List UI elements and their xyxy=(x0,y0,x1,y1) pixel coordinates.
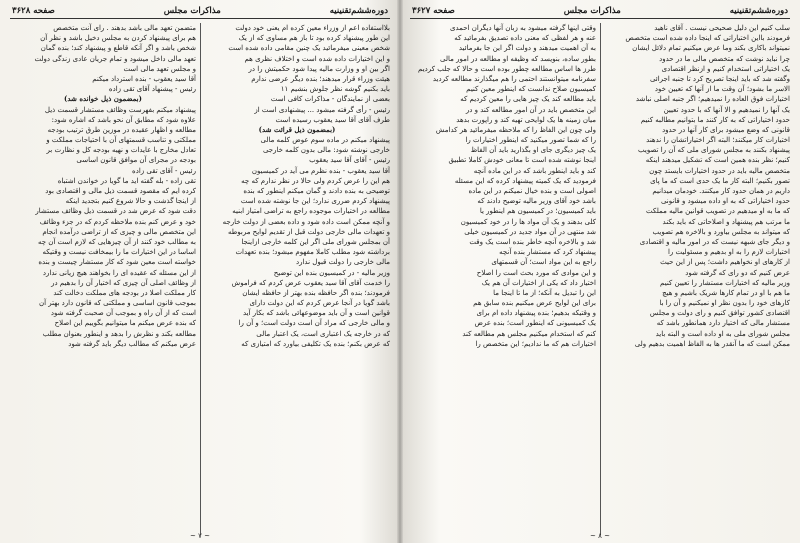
text-line: الاسر ما بشود؛ آن وقت ما از آنها که تعیین خود xyxy=(654,85,790,94)
text-line: کنیم؛ نظر بنده همین است که تشکیل میدهند اینکه xyxy=(645,156,790,165)
text-line: یک چیز دیگری جای او بگذارید باید آن الفاظ xyxy=(470,146,596,155)
right-page-column-left xyxy=(410,23,596,535)
text-line: کارهای خود را بدون نظر او نمیکنیم و آن را با xyxy=(659,299,790,308)
text-line: اختیارات کار میکنند؛ البته اگر اختیاراتشان را ندهند xyxy=(646,136,790,145)
text-line: تصور بکنیم؛ البته کار ما یک حدی است که ما پای xyxy=(650,176,790,185)
right-page-column-right xyxy=(604,23,790,535)
text-line: پیشنهاد میکنم بفهرست وظائف مستشار قسمت ذیل xyxy=(44,105,196,114)
text-line: ولی چون این الفاظ را که ملاحظه میفرمائید هر کدامش xyxy=(435,125,596,134)
text-line: اختیارات فوق العاده را نمیدهیم؛ اگر جنبه اصلی نباشد xyxy=(635,95,790,104)
text-line: را که شما تصور میکنید که اینطور اختیارات را xyxy=(465,136,596,145)
text-line: کنم که استخدام میکنیم مجلس هم مطالعه کند xyxy=(462,329,596,338)
text-line: خواسته است معین شود که کار مستشار چیست و بنده xyxy=(38,258,196,267)
text-line: باید مطالعه کند یک چیز هایی را معین کردیم که xyxy=(460,95,596,104)
column-divider xyxy=(200,23,201,535)
text-line: سلب کنیم این دلیل صحیحی نیست . آقای ناهید xyxy=(654,24,790,32)
text-line: تعهد مالی داخل میشود و تمام جریان عادی زندگی دولت xyxy=(34,54,196,63)
text-line: توضیحی به بنده دادند و گمان میکنم اینطور که بنده xyxy=(243,187,390,195)
text-line: بطور ساده، بنویسد که وظیفه او مطالعه در امور مالی xyxy=(440,54,596,63)
text-line: متخصص مالیه باید در حدود اختیارات بایستد چون xyxy=(649,166,790,175)
text-line: چرا نباید نوشت که متخصص مالی ما در حدود xyxy=(659,54,790,63)
text-line: پیشنهاد کرد که مستشار بنده آنچه xyxy=(499,248,596,257)
text-line: شخص باشد و اگر آنکه قاطع و پیشنهاد کند؛ بنده گمان xyxy=(40,44,196,53)
text-line: اگر بین او و وزارت مالیه پیدا شود حکمیتش را در xyxy=(248,64,390,73)
text-line: خارجی نوشته شود: مالی بدون کلمه خارجی xyxy=(262,146,390,155)
text-line: اختیارات لازم را به او بدهیم و مسئولیت را xyxy=(667,248,790,257)
text-line: شد منتهی در آن مواد جدید در کمیسیون خیلی xyxy=(464,227,596,236)
text-line: از این مسئله که عقیده ای را بخواهند هیچ زیانی ندارد xyxy=(42,268,196,277)
text-line: طرز ها اساس مطالعه چطور بوده است و حالا که جلب کردیم xyxy=(418,64,596,73)
text-line: و این موادی که مورد بحث است را اصلاح xyxy=(476,268,596,277)
left-title: مذاکرات مجلس xyxy=(163,6,221,16)
right-page xyxy=(400,0,800,543)
text-line: مملکتی و تناسب قسمتهای آن با احتیاجات مملکت و xyxy=(46,136,196,145)
text-line: که عرض بکنم؛ بنده یک تکلیفی بیاورد که امتیازی که xyxy=(241,339,390,348)
text-line: بودجه در مجرای آن موافق قانون اساسی xyxy=(76,156,196,165)
text-line: برای این لوایح عرض میکنیم بنده سابق هم xyxy=(473,299,596,308)
text-line: عرض میکنم که مطالب دیگر باید گرفته شود xyxy=(68,339,196,348)
text-line: کرده ایم که مقصود قسمت ذیل مالی و اقتصادی بود xyxy=(45,187,196,195)
text-line: است که از آن راه و بموجب آن صحبت گرفته شود xyxy=(50,309,196,318)
text-line: ممکن است که ما آنقدر ها به الفاظ اهمیت بدهیم ولی xyxy=(634,339,790,348)
text-line: بلااستفاده اعم از وزراء معین کرده ام یعنی خود دولت xyxy=(235,24,390,32)
right-page-number: صفحه ۳۶۲۷ xyxy=(412,6,455,16)
text-line: این متخصص مالی و چیزی که از تراضی درآمده انجام xyxy=(42,227,196,236)
text-line: (بمضمون ذیل خوانده شد) xyxy=(64,94,142,104)
text-line: کمیسیون صلاح ندانست که اینطور معین کنیم xyxy=(466,85,596,94)
text-line: (بمضمون ذیل قرائت شد) xyxy=(258,124,336,134)
text-line: قانونی که وضع میشود برای کار آنها در حدود xyxy=(662,125,790,134)
text-line: وگفته شد که باید اینجا تصریح کرد تا جنبه اجرائی xyxy=(649,74,790,83)
text-line: که بنده عرض میکنم ما میتوانیم بگوییم این اصلاح xyxy=(54,319,196,328)
left-page-column-left xyxy=(10,23,196,535)
text-line: پیشنهاد کردم ضرری ندارد؛ این جا نوشته شده است xyxy=(240,197,390,206)
text-line: و دیگر جای شبهه نیست که در امور مالیه و اقتصادی xyxy=(639,237,790,246)
text-line: یک اختیاراتی استخدام کنیم و ازنظر اقتصادی xyxy=(661,64,790,73)
text-line: کند و باید اینطور باشد که در این ماده آنچه xyxy=(473,166,596,175)
text-line: این متخصص باید در آن امور مطالعه کند و در xyxy=(465,105,596,114)
text-line: عرض کنیم که دو رای که گرفته شود xyxy=(685,268,790,277)
text-line: که در خارجه یک اعتباری است، یک اعتبار مالی xyxy=(256,329,390,338)
left-page-column-right xyxy=(204,23,390,535)
text-line: کار مملکت اصلا در بودجه های مملکت دخالت کند xyxy=(53,288,196,297)
text-line: اقتصادی کشور توافق کنیم و رای دولت و مجلس xyxy=(649,309,790,318)
text-line: اینجا نوشته شده است تا معانی خودش کاملا تطبیق xyxy=(448,156,596,165)
text-line: بموجب قانون اساسی و مملکتی که قانون دارد بهتر آن xyxy=(38,299,196,308)
right-page-footer: ~ ۸ ~ xyxy=(590,532,610,540)
text-line: آن بمجلس شورای ملی اگر این کلمه خارجی ازاینجا xyxy=(241,237,390,246)
text-line: ما هم با او در تمام کارها شریک باشیم و هیچ xyxy=(662,288,790,297)
text-line: وقتی اینها گرفته میشود به زبان آنها دیگران احمدی xyxy=(450,24,596,32)
text-line: مطالعه بکند و نظرش را بدهد و اینطور بعنوان مطلب xyxy=(42,329,196,338)
text-line: علاوه شود که مطابق آن نحو باشد که اشاره شود: xyxy=(51,115,196,124)
text-line: قوانین است و آن باید موضوعهائی باشد که بکار آید xyxy=(242,309,390,318)
left-page-footer: ~ ۷ ~ xyxy=(190,532,210,540)
text-line: اصولی است و بنده خیال نمیکنم در این ماده xyxy=(468,187,596,195)
right-page-body xyxy=(410,23,790,535)
text-line: ما مرتب هم پیشنهاد و اصلاحاتی که باید بکند xyxy=(662,217,790,226)
text-line: متضمن تعهد مالی باشد بدهند . رای آنت متخصص xyxy=(53,24,196,32)
text-line: طرف آقای آقا سید یعقوب رسیده است xyxy=(275,115,390,124)
text-line: برداشته شود مطلب کاملا مفهوم میشود؛ بنده تعهدات xyxy=(235,248,390,257)
text-line: از کارهای او نخواهیم داشت؛ پس از این حیث xyxy=(660,258,790,267)
text-line: یک کمیسیونی که اینطور است؛ بنده عرض xyxy=(474,319,596,328)
text-line: به آن اهمیت میدهند و دولت اگر این جا بفرمائید xyxy=(458,44,596,53)
text-line: رئیس - آقای تقی زاده xyxy=(132,166,196,175)
text-line: مجلس شورای ملی به او داده است و البته باید xyxy=(655,329,790,338)
text-line: آقا سید یعقوب - بنده نظرم می آید در کمیسیون xyxy=(251,166,390,175)
text-line: حدود اختیاراتی که به او داده میشود و قانونی xyxy=(660,197,790,206)
text-line: تقی زاده - بله گفته اید ما گویا در خواندن اشتباه xyxy=(57,176,196,185)
text-line: مطالعه و اظهار عقیده در موزین طرق ترتیب بودجه xyxy=(47,125,196,134)
text-line: داریم در همان حدود کار میکنند. خودمان میدانیم xyxy=(652,187,790,195)
text-line: نمیتواند باکاری بکند وما عرض میکنیم تمام دلائل ایشان xyxy=(632,44,790,53)
text-line: از اینجا گذشت و حالا شروع کنیم بتجدید اینکه xyxy=(65,197,196,206)
text-line: هیئت وزراء قرار میدهند؛ بنده دیگر عرضی ندارم xyxy=(251,74,390,83)
text-line: فرمودند بااین اختیاراتی که اینجا داده شده است متخصص xyxy=(625,34,790,43)
left-page-body xyxy=(10,23,390,535)
text-line: و تعهدات مالی خارجی دولت قبل از تقدیم لوایح مربوطه xyxy=(227,227,390,236)
text-line: خود و عرض کنم بنده ملاحظه کردم که در جزء وظائف xyxy=(39,217,196,226)
text-line: آقا سید یعقوب - بنده استرداد میکنم xyxy=(92,74,196,83)
text-line: به مطالب خود کنند از آن چیزهایی که لازم است آن چه xyxy=(37,237,196,246)
column-divider xyxy=(600,23,601,535)
text-line: و مجلس تعهد مالی است xyxy=(123,64,196,73)
text-line: رئیس - رأی گرفته میشود ... پیشنهادی است از xyxy=(254,105,390,114)
right-title: مذاکرات مجلس xyxy=(563,6,621,16)
left-session-label: دوره‌ششم‌تقنینیه xyxy=(329,6,388,16)
text-line: اختیار داد که یکی از اختیارات آن هم یک xyxy=(481,278,596,287)
text-line: این طور پیشنهاد کرده بود تا باز هم مساوی که از یک xyxy=(238,34,390,43)
text-line: کلی بدهند و یک آن مواد ها را در خود کمیسیون xyxy=(460,217,596,226)
left-page-number: صفحه ۳۶۲۸ xyxy=(12,6,55,16)
text-line: پیشنهاد بکنند به مجلس شورای ملی که آن را تصویب xyxy=(638,146,790,155)
text-line: و مالی خارجی که مراد آن است دولت است؛ و آن را xyxy=(238,319,390,328)
right-session-label: دوره‌ششم‌تقنینیه xyxy=(729,6,788,16)
text-line: شد و بالاخره آنچه خاطر بنده است یک وقت xyxy=(469,237,596,246)
left-page-header xyxy=(10,4,390,19)
text-line: وزیر مالیه که اختیارات مستشار را تعیین کنیم xyxy=(660,278,790,287)
text-line: که میتواند به مجلس بیاورد و بالاخره هم تصویب xyxy=(652,227,790,236)
text-line: مطالعه در اختیارات موجوده راجع به تراضی امتیاز ابنیه xyxy=(232,207,390,216)
text-line: پیشنهاد میکنم در ماده سوم عوض کلمه مالی xyxy=(260,136,390,145)
text-line: تعادل مخارج با عایدات و نهیه بودجه کل و نظارت بر xyxy=(46,146,196,155)
text-line: میان زمینه ها یک لوایحی تهیه کند و راپورت بدهد xyxy=(456,115,596,124)
text-line: مالی خارجی را دولت قبول ندارد xyxy=(295,258,390,267)
text-line: عنه و هر لفظی که معنی داده تصدیق بفرمائید که xyxy=(454,34,596,43)
text-line: حدود اختیاراتی که به کار کنند ما بتوانیم مطالبه کنیم xyxy=(640,115,790,124)
text-line: باید بکنیم گوشه نظر جلوش بنشیم ۱۱ xyxy=(280,85,390,94)
text-line: یک آنها را نمیدهیم و الا آنها که با حدود تعیین xyxy=(663,105,790,114)
text-line: باید کمیسیون؛ در کمیسیون هم اینطور یا xyxy=(479,207,596,216)
text-line: را خدمت آقای آقا سید یعقوب عرض کردم که فراموش xyxy=(231,278,390,287)
text-line: این را تبدیل به آنکه؛ از ما تا اینجا ما xyxy=(493,288,596,297)
text-line: فرمودید که یک کمیته پیشنهاد کرده که این مسئله xyxy=(454,176,596,185)
text-line: مستشار مالی که اختیار دارد همانطور باشد که xyxy=(656,319,790,328)
text-line: باشد خود آقای وزیر مالیه توضیح دادند که xyxy=(477,197,596,206)
text-line: که ما به او میدهیم در تصویب قوانین مالیه مملکت xyxy=(645,207,790,216)
text-line: شخص معینی میفرمائید یک چنین مقامی داده شده است xyxy=(228,44,390,53)
text-line: رئیس - آقای آقا سید یعقوب xyxy=(309,156,390,165)
text-line: و این اختیارات داده شده است و اختلاف نظری هم xyxy=(244,54,390,63)
text-line: بعضی از نمایندگان - مذاکرات کافی است xyxy=(270,95,390,104)
right-page-header xyxy=(410,4,790,19)
text-line: رئیس - پیشنهاد آقای تقی زاده xyxy=(108,85,196,94)
text-line: سفرنامه میتوانستند احتمی را هم میگذارند مطالعه کردید xyxy=(432,74,596,83)
text-line: هم این را عرض کردم ولی حالا در نظر ندارم که چه xyxy=(241,176,390,185)
text-line: دقت شود که عرض شد در قسمت ذیل وظائف مستشار xyxy=(35,207,196,216)
text-line: اختیارات هم که ما ندادیم؛ این متخصص را xyxy=(475,339,596,348)
text-line: و آنچه ممکن است داده شود و داده بعضی از دولت خارجه xyxy=(222,217,390,226)
text-line: اساسا در این اختیارات ما را بیمخافت نیست و وقتیکه xyxy=(42,248,196,257)
text-line: وزیر مالیه - در کمیسیون بنده این توضیح xyxy=(273,268,390,277)
text-line: راجع به این مواد است؛ آن قسمتهای xyxy=(491,258,596,267)
text-line: از وظائف اصلی آن چیزی که اختیار آن را بدهیم در xyxy=(51,278,196,287)
text-line: و وقتیکه بدهیم؛ بنده پیشنهاد داده ام برای xyxy=(476,309,596,318)
text-line: هم برای پیشنهاد کردن به مجلس دخیل باشد و نظر آن xyxy=(40,34,196,43)
text-line: فرمودند؛ بنده اگر حافظه بنده بهتر از حافظه ایشان xyxy=(242,288,390,297)
text-line: باشد گویا در آنجا عرض کردم که این دولت دارای xyxy=(249,299,390,308)
